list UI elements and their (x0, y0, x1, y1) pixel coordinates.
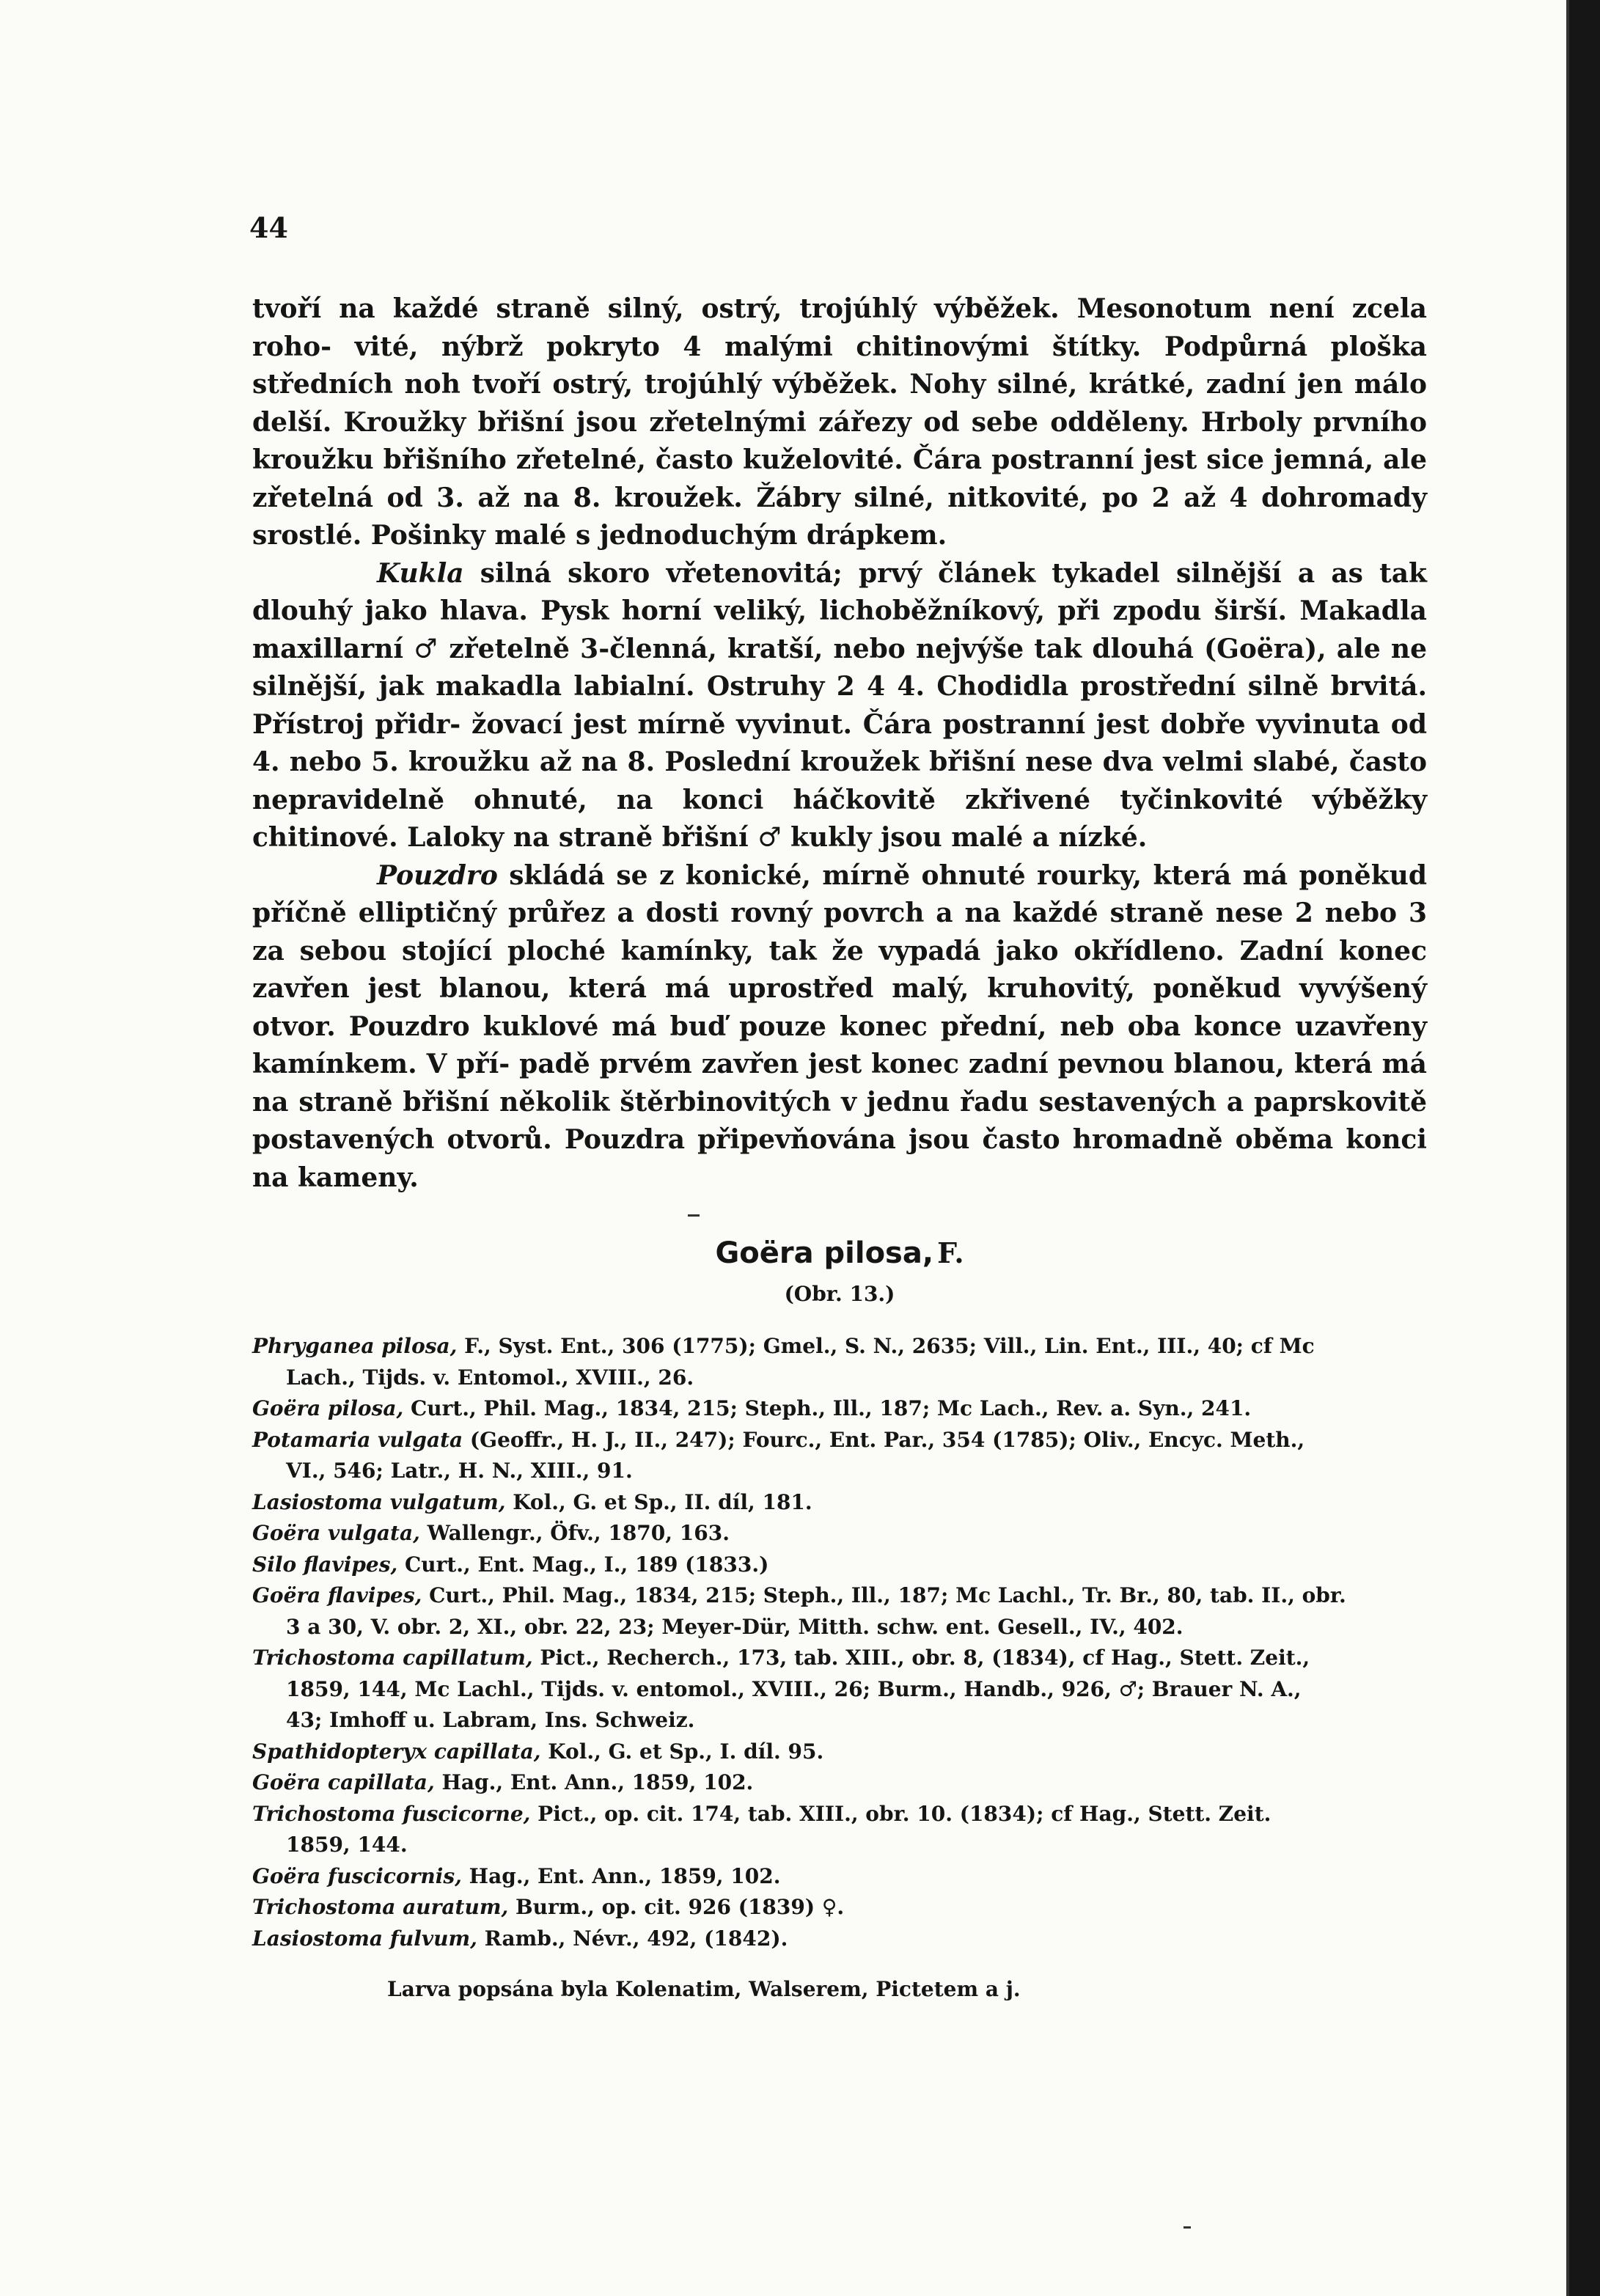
text-line: tvoří na každé straně silný, ostrý, trojúhlý výběžek. Mesonotum není zcela roho- (252, 293, 1427, 362)
synonym-name: Lasiostoma fulvum, (252, 1926, 477, 1951)
text-line: Pouzdra připevňována jsou často hromadně oběma konci na kameny. (252, 1124, 1427, 1193)
synonym-name: Spathidopteryx capillata, (252, 1739, 541, 1764)
text-line: na konci háčkovitě zkřivené tyčinkovité výběžky chitinové. Laloky na straně břišní (252, 784, 1427, 853)
synonym-citation: Pict., op. cit. 174, tab. XIII., obr. 10. (1834); cf Hag., Stett. Zeit. (530, 1801, 1271, 1826)
page-number: 44 (249, 211, 288, 244)
text-line: 8. kroužek. Žábry silné, nitkovité, po 2 až 4 dohromady srostlé. Pošinky malé (252, 482, 1427, 551)
synonym-citation: 3 a 30, V. obr. 2, XI., obr. 22, 23; Meyer-Dür, Mitth. schw. ent. Gesell., IV., 402. (286, 1614, 1184, 1639)
paragraph-kukla (252, 555, 1427, 857)
synonym-citation: Kol., G. et Sp., I. díl. 95. (540, 1739, 824, 1764)
text-line: silná skoro vřetenovitá; prvý článek tykadel silnější a as tak dlouhý (252, 557, 1427, 626)
synonym-entry (252, 1580, 1427, 1643)
text-line: s jednoduchým drápkem. (575, 520, 947, 551)
synonym-entry (252, 1923, 1427, 1955)
synonym-citation: VI., 546; Latr., H. N., XIII., 91. (286, 1459, 633, 1483)
paragraph-larva (252, 290, 1427, 555)
text-line: padě prvém zavřen jest konec zadní pevnou blanou, která má na straně břišní (252, 1049, 1427, 1118)
synonym-citation: Curt., Phil. Mag., 1834, 215; Steph., Ill., 187; Mc Lach., Rev. a. Syn., 241. (403, 1396, 1252, 1420)
synonym-name: Goëra pilosa, (252, 1396, 404, 1420)
text-line: skládá se z konické, mírně ohnuté rourky, která má poněkud (497, 859, 1427, 891)
synonym-citation: F., Syst. Ent., 306 (1775); Gmel., S. N., 2635; Vill., Lin. Ent., III., 40; cf Mc (457, 1334, 1315, 1358)
text-line: vité, nýbrž pokryto 4 malými chitinovými štítky. Podpůrná ploška středních noh (252, 331, 1427, 400)
species-author: F. (937, 1236, 964, 1269)
synonym-entry (252, 1643, 1427, 1736)
text-line: břišní jsou zřetelnými zářezy od sebe odděleny. Hrboly prvního kroužku břišního (252, 406, 1427, 475)
synonym-name: Potamaria vulgata (252, 1427, 463, 1452)
synonym-citation: Pict., Recherch., 173, tab. XIII., obr. 8, (1834), cf Hag., Stett. Zeit., (532, 1646, 1310, 1670)
synonym-citation: Burm., op. cit. 926 (1839) ♀. (508, 1895, 845, 1919)
text-line: tvoří ostrý, trojúhlý výběžek. Nohy silné, krátké, zadní jen málo delší. Kroužky (252, 369, 1427, 438)
synonym-entry (252, 1518, 1427, 1549)
synonym-citation: 43; Imhoff u. Labram, Ins. Schweiz. (286, 1708, 695, 1732)
synonym-name: Goëra capillata, (252, 1770, 435, 1794)
synonym-citation: (Geoffr., H. J., II., 247); Fourc., Ent. Par., 354 (1785); Oliv., Encyc. Meth., (463, 1427, 1305, 1452)
synonym-name: Goëra flavipes, (252, 1583, 422, 1607)
synonym-citation: 1859, 144. (286, 1833, 408, 1857)
synonym-citation: Lach., Tijds. v. Entomol., XVIII., 26. (286, 1365, 694, 1390)
print-smudge (1184, 2226, 1191, 2229)
synonym-entry (252, 1425, 1427, 1487)
synonym-citation: Hag., Ent. Ann., 1859, 102. (434, 1770, 754, 1794)
pouzdro-term: Pouzdro (377, 859, 498, 891)
text-line: příčně elliptičný průřez a dosti rovný povrch a na každé straně nese 2 nebo 3 za (252, 898, 1427, 967)
synonym-list (252, 1331, 1427, 1954)
text-line: ♂ kukly jsou malé a nízké. (757, 822, 1148, 853)
figure-reference: (Obr. 13.) (784, 1282, 895, 1306)
text-line: ♂ zřetelně 3-členná, kratší, nebo nejvýše tak dlouhá (Goëra), ale ne silnější, jak (252, 633, 1427, 702)
text-line: až na 8. Poslední kroužek břišní nese dva velmi slabé, často nepravidelně ohnuté, (252, 747, 1427, 815)
synonym-name: Goëra fuscicornis, (252, 1863, 462, 1888)
text-line: zřetelné, často kuželovité. Čára postranní jest sice jemná, ale zřetelná od 3. až na (252, 444, 1427, 513)
synonym-citation: 1859, 144, Mc Lachl., Tijds. v. entomol., XVIII., 26; Burm., Handb., 926, ♂; Brauer N. A., (286, 1676, 1302, 1701)
synonym-name: Trichostoma fuscicorne, (252, 1801, 531, 1826)
synonym-citation: Wallengr., Öfv., 1870, 163. (419, 1521, 730, 1545)
synonym-citation: Kol., G. et Sp., II. díl, 181. (505, 1489, 812, 1514)
closing-note: Larva popsána byla Kolenatim, Walserem, Pictetem a j. (387, 1977, 1021, 2001)
synonym-name: Trichostoma capillatum, (252, 1646, 533, 1670)
synonym-citation: Ramb., Névr., 492, (1842). (477, 1926, 788, 1951)
print-smudge (688, 1214, 700, 1217)
text-line: jest blanou, která má uprostřed malý, kruhovitý, poněkud vyvýšený otvor. Pouzdro (252, 973, 1427, 1042)
synonym-citation: Hag., Ent. Ann., 1859, 102. (461, 1863, 781, 1888)
paragraph-pouzdro (252, 857, 1427, 1197)
text-line: žovací jest mírně vyvinut. Čára postranní jest dobře vyvinuta od 4. nebo 5. kroužku (252, 708, 1427, 777)
synonym-entry (252, 1799, 1427, 1861)
synonym-name: Phryganea pilosa, (252, 1334, 458, 1358)
synonym-entry (252, 1331, 1427, 1393)
synonym-citation: Curt., Phil. Mag., 1834, 215; Steph., Ill., 187; Mc Lachl., Tr. Br., 80, tab. II., obr. (422, 1583, 1346, 1607)
synonym-entry (252, 1767, 1427, 1799)
synonym-entry (252, 1487, 1427, 1519)
text-line: kuklové má buď pouze konec přední, neb oba konce uzavřeny kamínkem. V pří- (252, 1011, 1427, 1079)
page-edge-shadow (1566, 0, 1600, 2296)
synonym-entry (252, 1393, 1427, 1425)
synonym-name: Trichostoma auratum, (252, 1895, 509, 1919)
synonym-entry (252, 1892, 1427, 1923)
species-name: Goëra pilosa, (715, 1236, 934, 1270)
synonym-citation: Curt., Ent. Mag., I., 189 (1833.) (397, 1552, 769, 1577)
synonym-entry (252, 1861, 1427, 1893)
synonym-entry (252, 1736, 1427, 1768)
body-text (252, 290, 1427, 1197)
text-line: sebou stojící ploché kamínky, tak že vypadá jako okřídleno. Zadní konec zavřen (252, 935, 1427, 1004)
text-line: jako hlava. Pysk horní veliký, lichoběžníkový, při zpodu širší. Makadla maxillarní (252, 595, 1427, 664)
synonym-entry (252, 1549, 1427, 1581)
species-heading (252, 1236, 1427, 1270)
synonym-name: Goëra vulgata, (252, 1521, 420, 1545)
synonym-name: Lasiostoma vulgatum, (252, 1489, 506, 1514)
text-line: makadla labialní. Ostruhy 2 4 4. Chodidla prostřední silně brvitá. Přístroj přidr- (252, 671, 1428, 740)
text-line: několik štěrbinovitých v jednu řadu sestavených a paprskovitě postavených otvorů. (252, 1086, 1427, 1155)
kukla-term: Kukla (377, 557, 464, 589)
synonym-name: Silo flavipes, (252, 1552, 398, 1577)
